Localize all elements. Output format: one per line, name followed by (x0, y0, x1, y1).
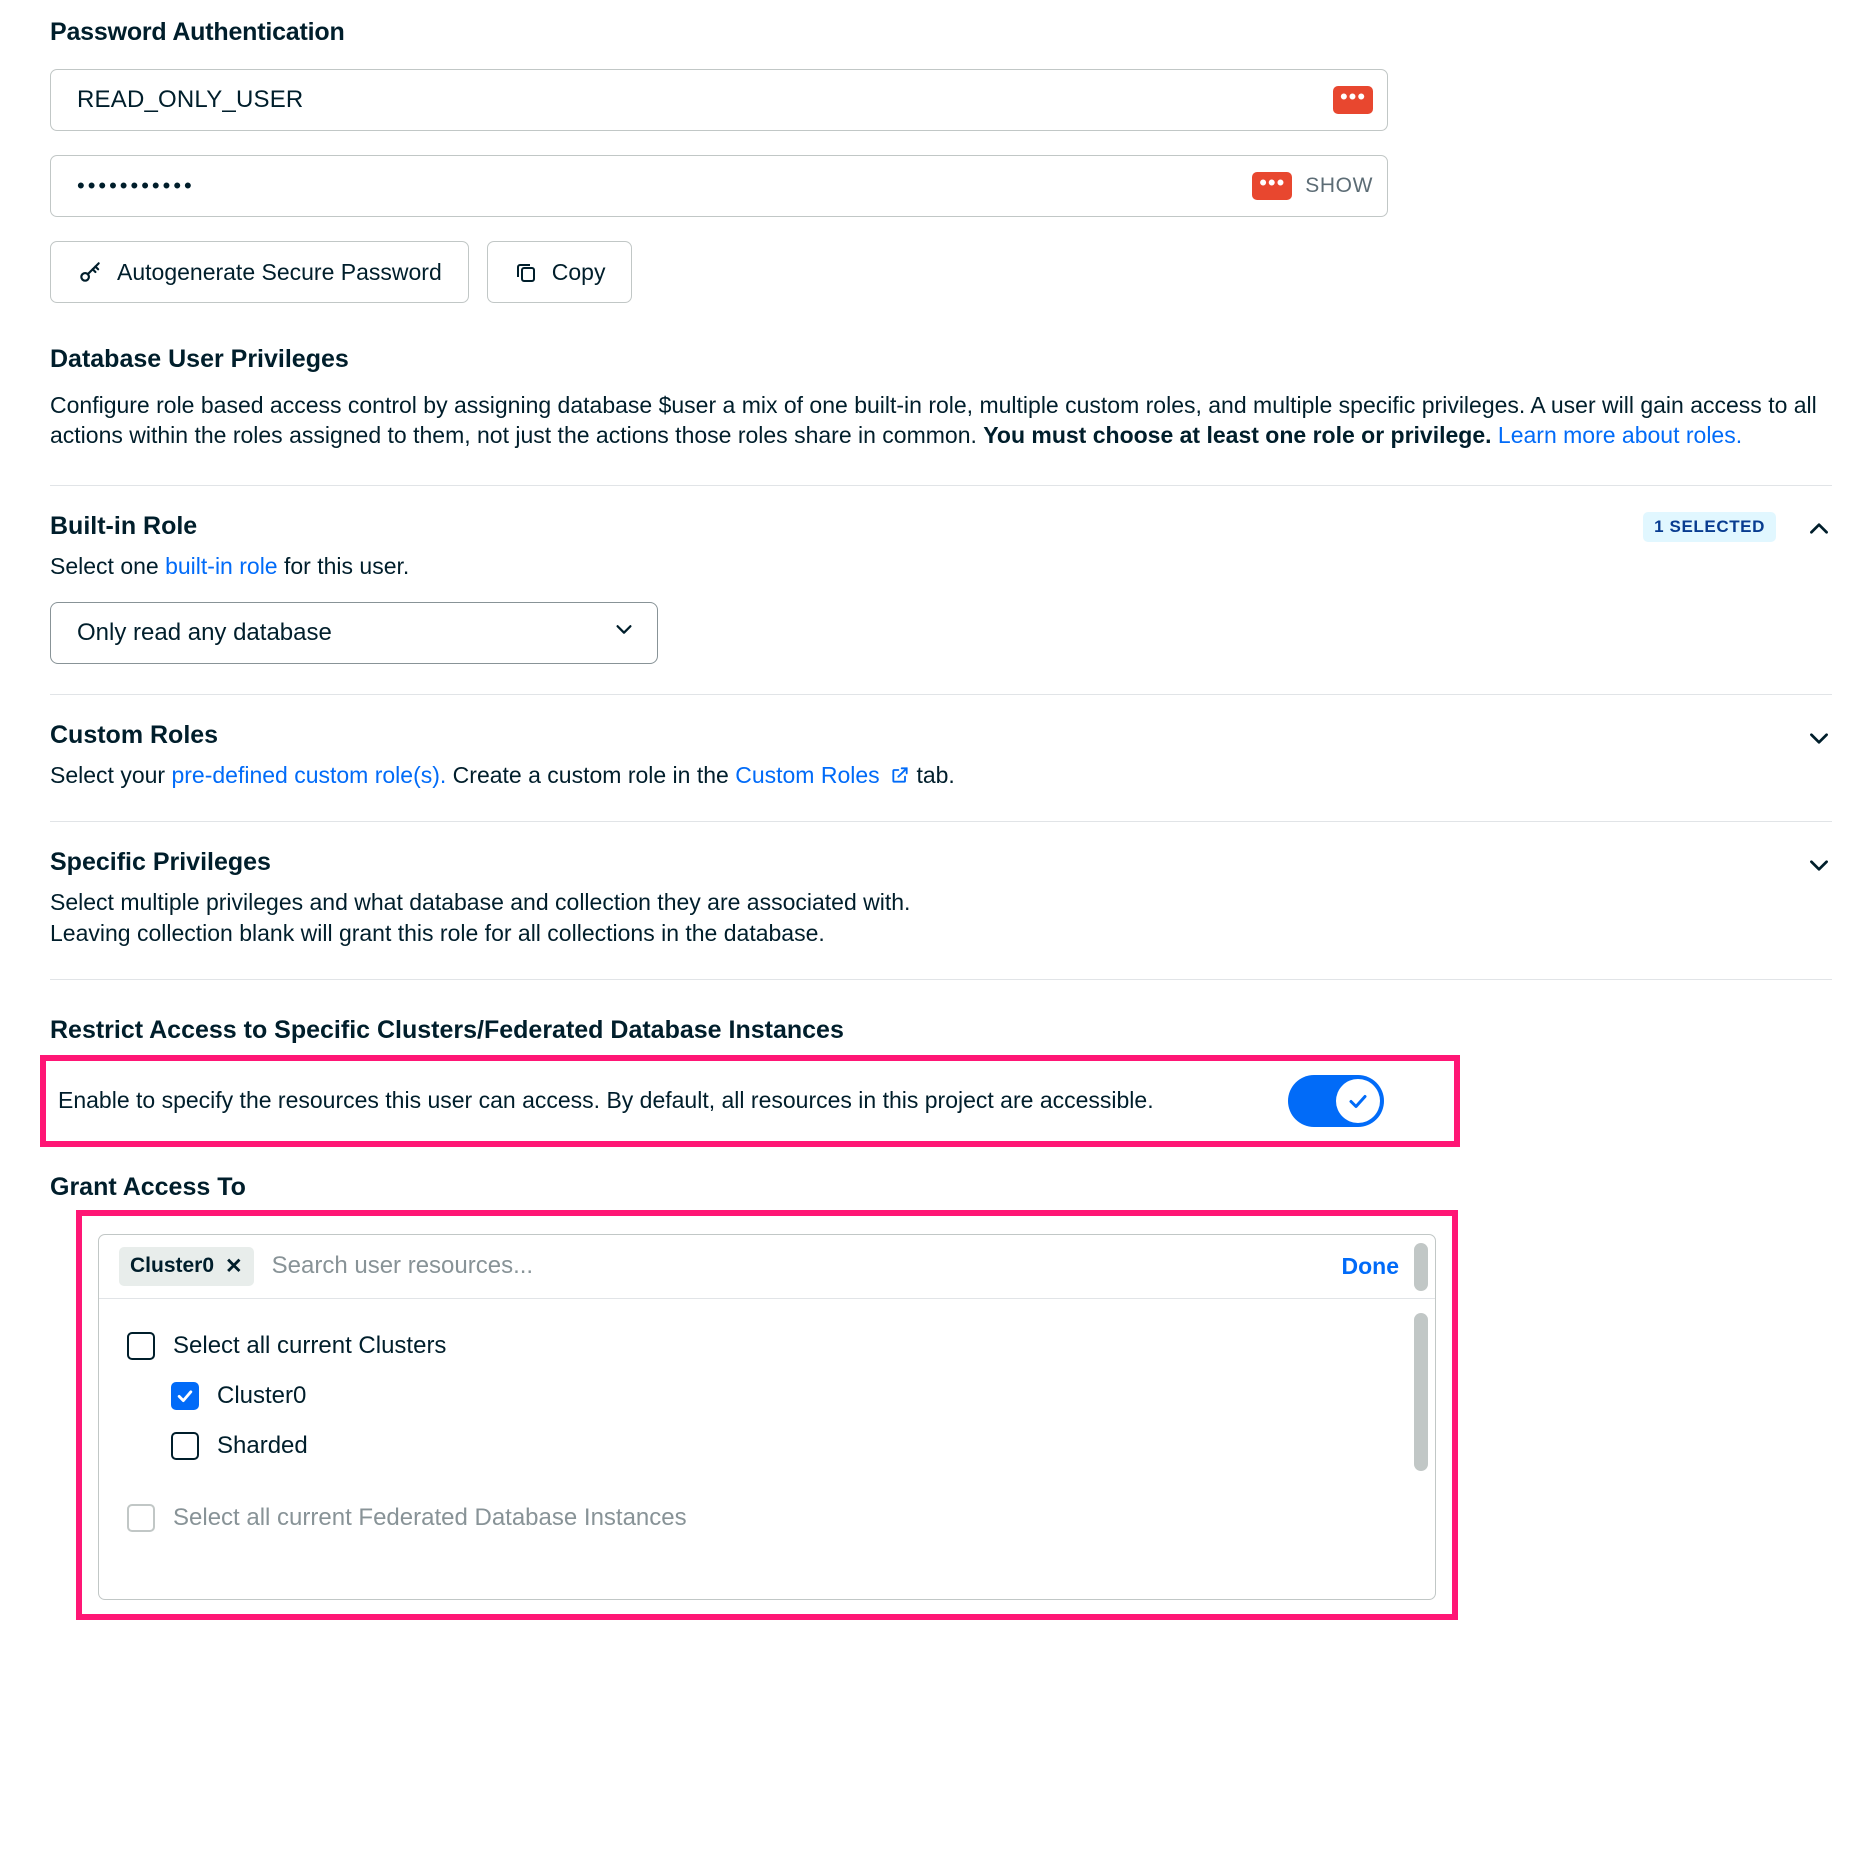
accordion-item-built-in-role (50, 486, 1832, 695)
restrict-access-toggle-text: Enable to specify the resources this user can access. By default, all resources in this project are accessible. (58, 1087, 1154, 1114)
accordion-item-specific-privileges (50, 822, 1832, 980)
autogenerate-password-button[interactable] (50, 241, 469, 303)
password-field[interactable] (50, 155, 1388, 217)
specific-privileges-header[interactable] (50, 848, 1832, 949)
autogenerate-password-label: Autogenerate Secure Password (117, 258, 442, 285)
close-icon[interactable]: ✕ (225, 1254, 243, 1278)
scrollbar-outer[interactable] (1414, 1243, 1428, 1291)
privileges-title: Database User Privileges (50, 345, 349, 373)
built-in-role-select-value: Only read any database (77, 618, 332, 646)
password-buttons (50, 241, 1832, 303)
copy-icon (514, 260, 538, 284)
list-item[interactable] (99, 1371, 1435, 1421)
chip-label: Cluster0 (130, 1254, 215, 1278)
list-item-label: Select all current Clusters (173, 1331, 447, 1359)
done-button[interactable]: Done (1341, 1252, 1399, 1279)
list-item-label: Cluster0 (217, 1381, 307, 1409)
resource-options-list (99, 1299, 1435, 1599)
list-item-label: Select all current Federated Database Instances (173, 1503, 687, 1531)
built-in-role-sub-suffix: for this user. (277, 552, 410, 579)
custom-roles-header[interactable] (50, 721, 1832, 791)
predefined-custom-roles-link[interactable]: pre-defined custom role(s). (171, 761, 447, 788)
specific-privileges-line1: Select multiple privileges and what database and collection they are associated with. (50, 888, 911, 915)
chevron-down-icon[interactable] (1806, 852, 1832, 878)
custom-roles-subtitle (50, 760, 955, 791)
built-in-role-text (50, 512, 409, 582)
key-icon (77, 259, 103, 285)
password-field-actions (1252, 172, 1373, 200)
status-badge: 1 SELECTED (1643, 512, 1776, 542)
specific-privileges-line2: Leaving collection blank will grant this role for all collections in the database. (50, 919, 825, 946)
restrict-access-toggle[interactable] (1288, 1075, 1384, 1127)
chevron-down-icon (613, 618, 635, 647)
search-input[interactable] (270, 1251, 1342, 1281)
accordion-item-custom-roles (50, 695, 1832, 822)
custom-roles-title: Custom Roles (50, 720, 219, 749)
lg-badge-icon: ••• (1252, 172, 1292, 200)
custom-roles-text (50, 721, 955, 791)
show-password-button[interactable]: SHOW (1305, 174, 1373, 197)
built-in-role-link[interactable]: built-in role (165, 552, 278, 579)
custom-roles-sub-suffix: tab. (916, 761, 955, 788)
chevron-up-icon[interactable] (1806, 516, 1832, 542)
scrollbar-list[interactable] (1414, 1313, 1428, 1471)
checkbox-disabled-icon (127, 1504, 155, 1532)
copy-label: Copy (551, 258, 606, 285)
restrict-access-toggle-row (40, 1055, 1460, 1147)
database-user-form (0, 0, 1872, 451)
checkbox-checked-icon[interactable] (171, 1382, 199, 1410)
privileges-description-bold: You must choose at least one role or privilege. (983, 422, 1492, 449)
list-item-label: Sharded (217, 1431, 308, 1459)
specific-privileges-title: Specific Privileges (50, 847, 271, 876)
custom-roles-sub-mid: Create a custom role in the (446, 761, 736, 788)
checkbox-unchecked-icon[interactable] (127, 1332, 155, 1360)
selected-chip-cluster0[interactable] (119, 1247, 254, 1286)
privileges-accordion (50, 485, 1832, 980)
restrict-section (0, 1016, 1872, 1620)
page-title: Password Authentication (50, 18, 345, 46)
list-item[interactable] (99, 1321, 1435, 1371)
resource-multiselect (98, 1234, 1436, 1600)
username-field[interactable] (50, 69, 1388, 131)
password-value: ••••••••••• (77, 173, 195, 198)
list-item (99, 1493, 1435, 1543)
chevron-down-icon[interactable] (1806, 725, 1832, 751)
built-in-role-subtitle (50, 551, 409, 582)
grant-access-title: Grant Access To (50, 1172, 246, 1201)
copy-button[interactable] (487, 241, 633, 303)
grant-access-highlight (76, 1210, 1458, 1620)
privileges-description (50, 390, 1832, 451)
privileges-description-text: Configure role based access control by assigning database $user a mix of one built-in role, multiple custom roles, and multiple specific privileges. A user will gain access to all actions within the roles assigned to them, not just the actions those roles share in common. (50, 392, 1817, 449)
learn-more-roles-link[interactable]: Learn more about roles. (1497, 422, 1743, 449)
resource-search-row (99, 1235, 1435, 1299)
built-in-role-header[interactable] (50, 512, 1832, 582)
built-in-role-select[interactable] (50, 602, 658, 664)
external-link-icon (880, 762, 917, 788)
restrict-access-title: Restrict Access to Specific Clusters/Federated Database Instances (50, 1015, 844, 1044)
built-in-role-sub-prefix: Select one (50, 552, 166, 579)
list-item[interactable] (99, 1421, 1435, 1471)
custom-roles-sub-prefix: Select your (50, 761, 172, 788)
custom-roles-tab-link[interactable]: Custom Roles (735, 761, 880, 788)
built-in-role-title: Built-in Role (50, 511, 198, 540)
toggle-knob (1336, 1079, 1380, 1123)
lg-badge-icon: ••• (1333, 86, 1373, 114)
checkbox-unchecked-icon[interactable] (171, 1432, 199, 1460)
built-in-role-header-right (1643, 512, 1832, 542)
specific-privileges-text (50, 848, 910, 949)
username-value: READ_ONLY_USER (77, 86, 304, 113)
